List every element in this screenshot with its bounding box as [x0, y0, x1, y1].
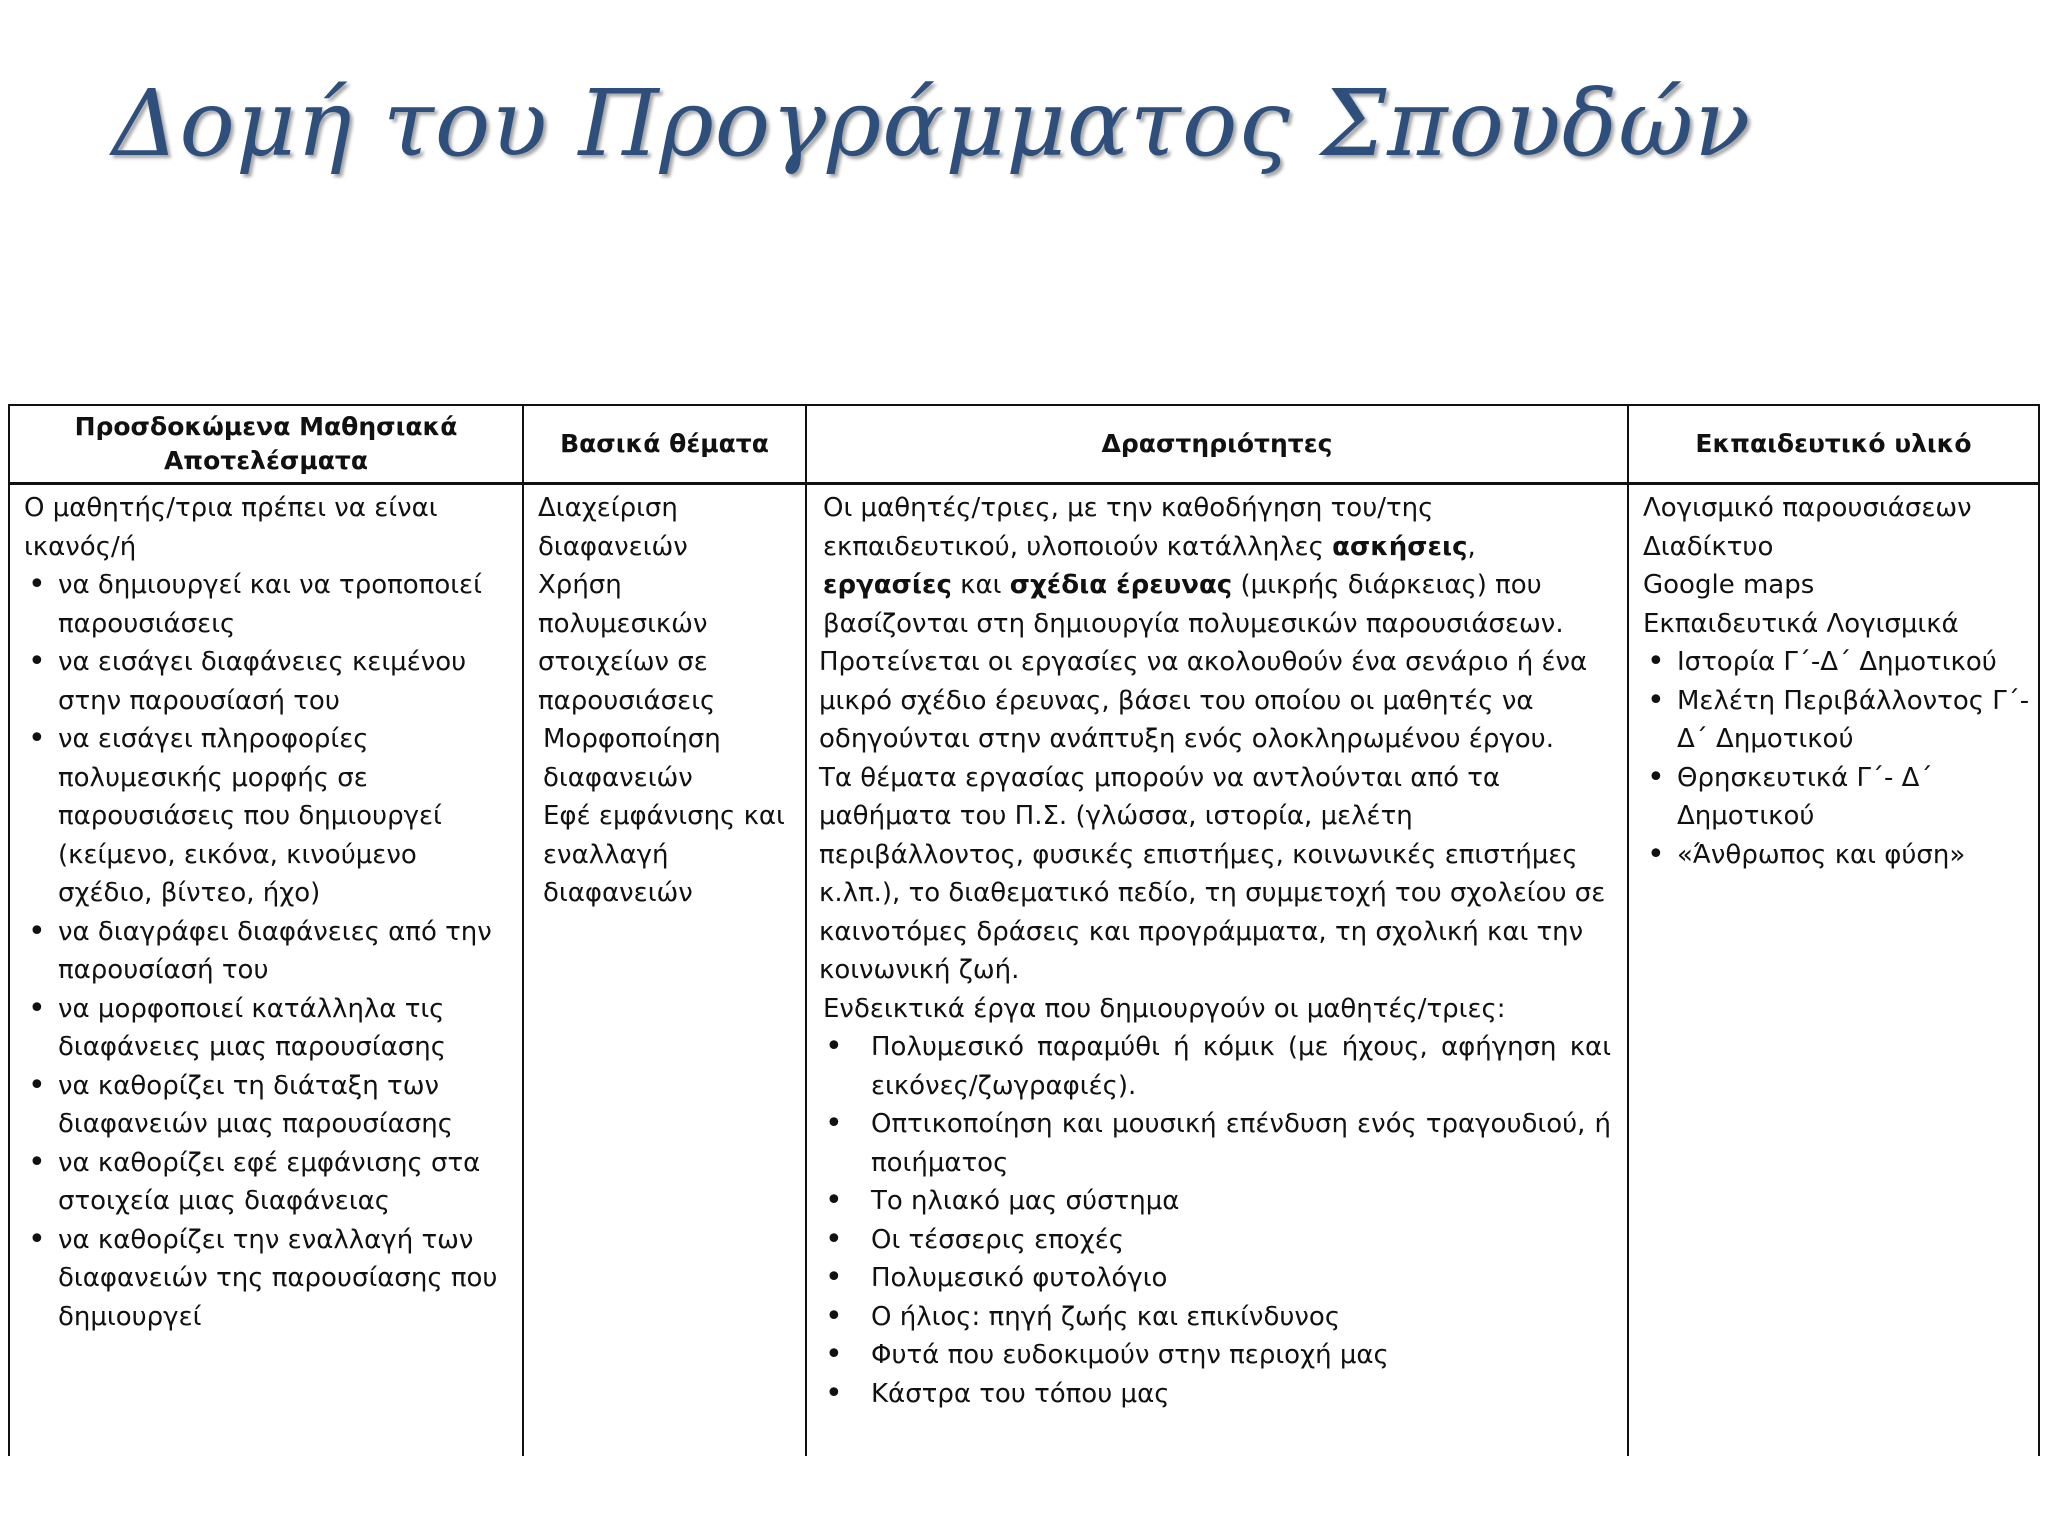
outcomes-list — [24, 566, 510, 1336]
example-item: • Πολυμεσικό φυτολόγιο — [819, 1259, 1611, 1298]
example-item: • Το ηλιακό μας σύστημα — [819, 1182, 1611, 1221]
outcome-item: • να εισάγει πληροφορίες πολυμεσικής μορφής σε παρουσιάσεις που δημιουργεί (κείμενο, εικόνα, κινούμενο σχέδιο, βίντεο, ήχο) — [24, 720, 510, 913]
activities-p1-bold-research: σχέδια έρευνας — [1009, 570, 1233, 600]
header-educational-material: Εκπαιδευτικό υλικό — [1695, 429, 1972, 458]
topic-item: Χρήση πολυμεσικών στοιχείων σε παρουσιάσεις — [538, 570, 716, 716]
activities-p1-text: Οι μαθητές/τριες, με την καθοδήγηση του/της εκπαιδευτικού, υλοποιούν κατάλληλες — [823, 493, 1434, 562]
software-item: • Θρησκευτικά Γ΄- Δ΄ Δημοτικού — [1643, 759, 2032, 836]
examples-list — [819, 1028, 1611, 1413]
table-body-row — [10, 485, 2038, 1456]
topic-item: Διαχείριση διαφανειών — [538, 493, 688, 562]
activities-p1-text-end: (μικρής διάρκειας) που βασίζονται στη δημιουργία πολυμεσικών παρουσιάσεων. — [823, 570, 1564, 639]
examples-intro: Ενδεικτικά έργα που δημιουργούν οι μαθητές/τριες: — [823, 993, 1506, 1024]
outcome-item: • να μορφοποιεί κατάλληλα τις διαφάνειες μιας παρουσίασης — [24, 990, 510, 1067]
table-header-row — [10, 406, 2038, 485]
material-item: Google maps — [1643, 570, 1815, 600]
header-activities: Δραστηριότητες — [807, 406, 1629, 482]
example-item: • Ο ήλιος: πηγή ζωής και επικίνδυνος — [819, 1298, 1611, 1337]
header-main-topics: Βασικά θέματα — [524, 406, 807, 482]
outcome-item: • να καθορίζει την εναλλαγή των διαφανειών της παρουσίασης που δημιουργεί — [24, 1221, 510, 1337]
outcome-item: • να δημιουργεί και να τροποποιεί παρουσιάσεις — [24, 566, 510, 643]
example-item: • Φυτά που ευδοκιμούν στην περιοχή μας — [819, 1336, 1611, 1375]
software-item: • «Άνθρωπος και φύση» — [1643, 836, 2032, 875]
material-item: Διαδίκτυο — [1643, 531, 1774, 562]
material-item: Εκπαιδευτικά Λογισμικά — [1643, 608, 1959, 639]
software-item: • Μελέτη Περιβάλλοντος Γ΄- Δ΄ Δημοτικού — [1643, 682, 2032, 759]
activities-p1-sep: και — [951, 570, 1010, 600]
activities-paragraph-1 — [819, 489, 1611, 643]
activities-p1-bold-assignments: εργασίες — [823, 570, 952, 600]
example-item: • Οι τέσσερις εποχές — [819, 1221, 1611, 1260]
outcome-item: • να καθορίζει εφέ εμφάνισης στα στοιχεία μιας διαφάνειας — [24, 1144, 510, 1221]
curriculum-table — [8, 404, 2040, 1456]
example-item: • Οπτικοποίηση και μουσική επένδυση ενός τραγουδιού, ή ποιήματος — [819, 1105, 1611, 1182]
outcome-item: • να εισάγει διαφάνειες κειμένου στην παρουσίασή του — [24, 643, 510, 720]
software-item: • Ιστορία Γ΄-Δ΄ Δημοτικού — [1643, 643, 2032, 682]
software-list — [1643, 643, 2032, 874]
example-item: • Πολυμεσικό παραμύθι ή κόμικ (με ήχους, αφήγηση και εικόνες/ζωγραφιές). — [819, 1028, 1611, 1105]
slide-title: Δομή του Προγράμματος Σπουδών — [112, 70, 1752, 177]
topic-item: Μορφοποίηση διαφανειών — [543, 724, 721, 793]
activities-cell — [807, 485, 1629, 1456]
activities-p1-bold-exercises: ασκήσεις — [1332, 531, 1468, 562]
outcome-item: • να καθορίζει τη διάταξη των διαφανειών μιας παρουσίασης — [24, 1067, 510, 1144]
materials-cell — [1629, 485, 2038, 1456]
material-item: Λογισμικό παρουσιάσεων — [1643, 493, 1972, 523]
outcomes-cell — [10, 485, 524, 1456]
example-item: • Κάστρα του τόπου μας — [819, 1375, 1611, 1414]
outcome-item: • να διαγράφει διαφάνειες από την παρουσίασή του — [24, 913, 510, 990]
topics-cell — [524, 485, 807, 1456]
activities-paragraph-3: Τα θέματα εργασίας μπορούν να αντλούνται από τα μαθήματα του Π.Σ. (γλώσσα, ιστορία, μελέτη περιβάλλοντος, φυσικές επιστήμες, κοινωνικές επιστήμες κ.λπ.), το διαθεματικό πεδίο, τη συμμετοχή του σχολείου σε καινοτόμες δράσεις και προγράμματα, τη σχολική και την κοινωνική ζωή. — [819, 762, 1606, 985]
activities-paragraph-2: Προτείνεται οι εργασίες να ακολουθούν ένα σενάριο ή ένα μικρό σχέδιο έρευνας, βάσει του οποίου οι μαθητές να οδηγούνται στην ανάπτυξη ενός ολοκληρωμένου έργου. — [819, 647, 1588, 754]
outcomes-intro: Ο μαθητής/τρια πρέπει να είναι ικανός/ή — [24, 493, 438, 562]
header-learning-outcomes: Προσδοκώμενα Μαθησιακά Αποτελέσματα — [10, 406, 524, 482]
topic-item: Εφέ εμφάνισης και εναλλαγή διαφανειών — [543, 801, 785, 908]
activities-p1-sep: , — [1467, 531, 1476, 562]
